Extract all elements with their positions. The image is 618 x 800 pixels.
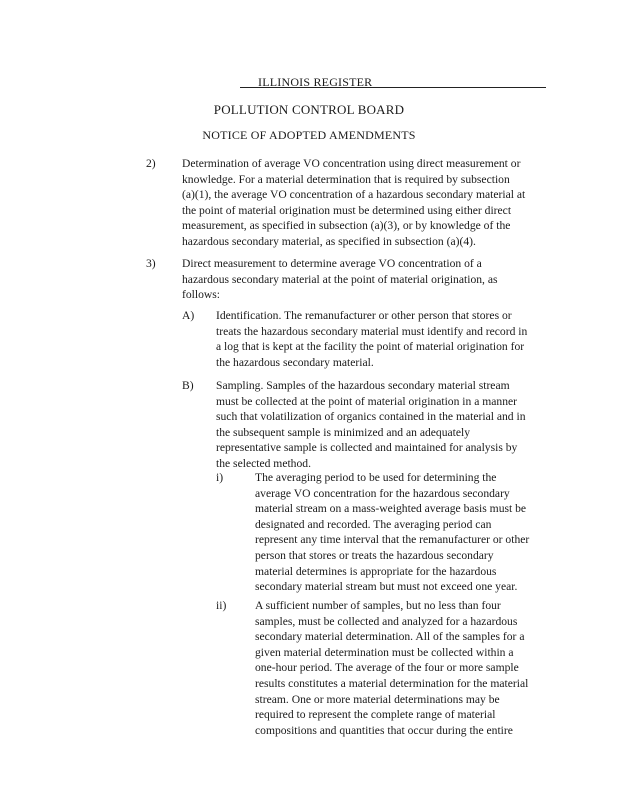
text-line: knowledge. For a material determination that is required by subsection xyxy=(182,172,510,186)
item-a-number: A) xyxy=(182,309,195,322)
item-3-number: 3) xyxy=(146,257,156,270)
text-line: the selected method. xyxy=(216,456,311,470)
text-line: must be collected at the point of material origination in a manner xyxy=(216,394,518,408)
text-line: represent any time interval that the remanufacturer or other xyxy=(255,533,530,547)
text-line: A sufficient number of samples, but no less than four xyxy=(255,599,501,612)
board-heading: POLLUTION CONTROL BOARD xyxy=(213,102,405,117)
text-line: such that volatilization of organics contained in the material and in xyxy=(216,410,526,424)
text-line: Identification. The remanufacturer or other person that stores or xyxy=(216,309,512,322)
text-line: required to represent the complete range of material xyxy=(255,708,496,722)
text-line: treats the hazardous secondary material must identify and record in xyxy=(216,324,528,338)
text-line: hazardous secondary material, as specified in subsection (a)(4). xyxy=(182,234,476,248)
text-line: material determines is appropriate for the hazardous xyxy=(255,564,497,578)
text-line: the subsequent sample is minimized and an adequately xyxy=(216,425,471,439)
item-3-text xyxy=(182,256,542,303)
text-line: Sampling. Samples of the hazardous secondary material stream xyxy=(216,379,510,392)
text-line: person that stores or treats the hazardous secondary xyxy=(255,548,494,562)
text-line: compositions and quantities that occur during the entire xyxy=(255,723,513,737)
notice-heading: NOTICE OF ADOPTED AMENDMENTS xyxy=(202,128,416,142)
text-line: given material determination must be collected within a xyxy=(255,645,514,659)
text-line: one-hour period. The average of the four or more sample xyxy=(255,661,519,675)
text-line: a log that is kept at the facility the point of material origination for xyxy=(216,340,525,354)
item-a-text xyxy=(216,308,546,370)
text-line: The averaging period to be used for determining the xyxy=(255,471,497,484)
item-i-number: i) xyxy=(216,471,224,484)
text-line: Direct measurement to determine average VO concentration of a xyxy=(182,257,482,270)
item-b-number: B) xyxy=(182,379,194,392)
item-2-text xyxy=(182,156,552,250)
text-line: hazardous secondary material at the point of material origination, as xyxy=(182,272,498,286)
text-line: secondary material determination. All of the samples for a xyxy=(255,630,525,644)
text-line: (a)(1), the average VO concentration of a hazardous secondary material at xyxy=(182,188,526,202)
item-b-text xyxy=(216,378,546,472)
item-2-number: 2) xyxy=(146,157,156,170)
register-heading: ILLINOIS REGISTER xyxy=(258,75,373,89)
text-line: results constitutes a material determination for the material xyxy=(255,676,529,690)
text-line: Determination of average VO concentration using direct measurement or xyxy=(182,157,521,170)
text-line: average VO concentration for the hazardous secondary xyxy=(255,486,510,500)
text-line: the hazardous secondary material. xyxy=(216,355,374,369)
text-line: samples, must be collected and analyzed for a hazardous xyxy=(255,614,518,628)
item-ii-text xyxy=(255,598,547,738)
text-line: representative sample is collected and maintained for analysis by xyxy=(216,441,518,455)
text-line: secondary material stream but must not exceed one year. xyxy=(255,580,518,594)
text-line: follows: xyxy=(182,288,221,302)
item-ii-number: ii) xyxy=(216,599,227,612)
header-rule xyxy=(240,87,546,88)
text-line: designated and recorded. The averaging period can xyxy=(255,517,492,531)
text-line: stream. One or more material determinations may be xyxy=(255,692,500,706)
text-line: material stream on a mass-weighted average basis must be xyxy=(255,502,527,516)
item-i-text xyxy=(255,470,547,595)
text-line: measurement, as specified in subsection (a)(3), or by knowledge of the xyxy=(182,219,511,233)
text-line: the point of material origination must be determined using either direct xyxy=(182,203,512,217)
